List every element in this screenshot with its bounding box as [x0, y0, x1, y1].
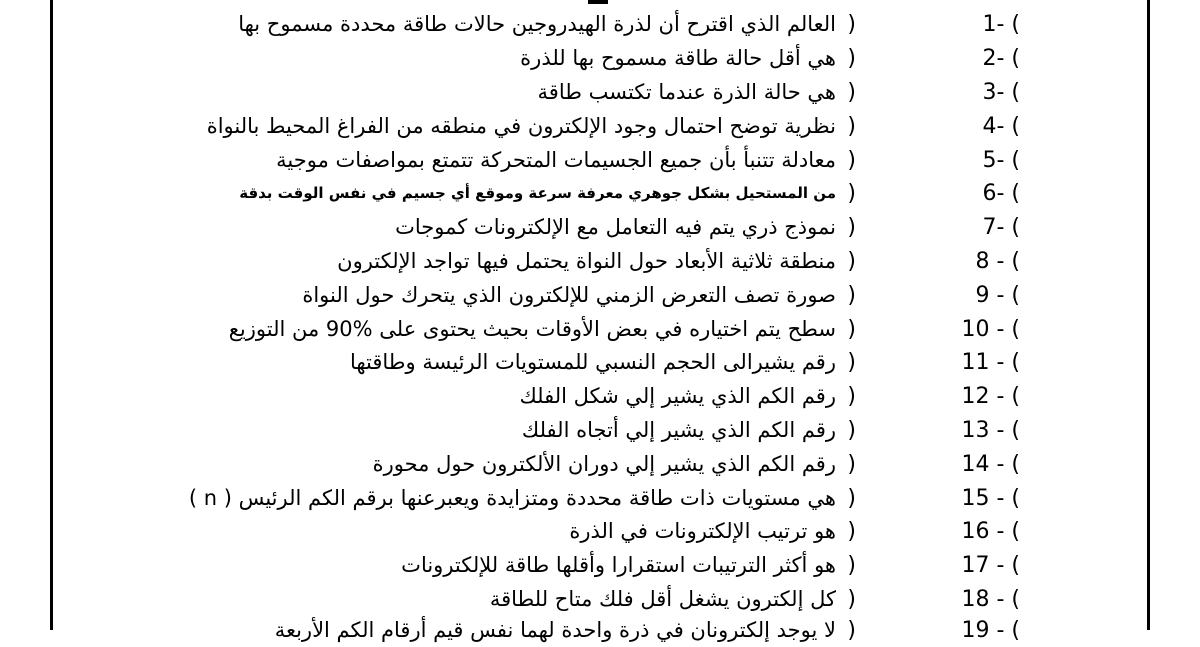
question-number: 3- (: [982, 80, 1020, 105]
question-text: رقم الكم الذي يشير إلي دوران الألكترون حول محورة: [372, 452, 836, 476]
question-row: [60, 346, 1140, 379]
question-text: رقم الكم الذي يشير إلي أتجاه الفلك: [521, 418, 836, 442]
question-row: [60, 8, 1140, 41]
question-text: نظرية توضح احتمال وجود الإلكترون في منطقه من الفراغ المحيط بالنواة: [206, 114, 836, 138]
question-text: منطقة ثلاثية الأبعاد حول النواة يحتمل فيها تواجد الإلكترون: [337, 249, 836, 273]
top-mark: [588, 0, 608, 4]
question-row: [60, 42, 1140, 75]
question-text: هي أقل حالة طاقة مسموح بها للذرة: [520, 46, 836, 70]
question-row: [60, 380, 1140, 413]
question-number: 7- (: [982, 215, 1020, 240]
question-number: 2- (: [982, 46, 1020, 71]
question-number: 18 - (: [961, 587, 1020, 612]
page-border-right: [1147, 0, 1150, 630]
answer-blank: ): [847, 181, 856, 206]
answer-blank: ): [847, 215, 856, 240]
question-text: كل إلكترون يشغل أقل فلك متاح للطاقة: [489, 587, 836, 611]
answer-blank: ): [847, 283, 856, 308]
answer-blank: ): [847, 114, 856, 139]
question-number: 5- (: [982, 148, 1020, 173]
question-row: [60, 583, 1140, 616]
question-number: 6- (: [982, 181, 1020, 206]
question-row: [60, 482, 1140, 515]
question-number: 17 - (: [961, 553, 1020, 578]
answer-blank: ): [847, 317, 856, 342]
answer-blank: ): [847, 587, 856, 612]
question-row: [60, 448, 1140, 481]
answer-blank: ): [847, 486, 856, 511]
question-text: هي مستويات ذات طاقة محددة ومتزايدة ويعبرعنها برقم الكم الرئيس ( n ): [188, 486, 836, 510]
question-row: [60, 76, 1140, 109]
answer-blank: ): [847, 46, 856, 71]
question-number: 12 - (: [961, 384, 1020, 409]
answer-blank: ): [847, 148, 856, 173]
question-number: 14 - (: [961, 452, 1020, 477]
question-text: رقم يشيرالى الحجم النسبي للمستويات الرئيسة وطاقتها: [349, 350, 836, 374]
question-text: لا يوجد إلكترونان في ذرة واحدة لهما نفس قيم أرقام الكم الأربعة: [274, 618, 836, 642]
question-number: 8 - (: [975, 249, 1020, 274]
question-row: [60, 110, 1140, 143]
question-text: من المستحيل بشكل جوهري معرفة سرعة وموقع أي جسيم في نفس الوقت بدقة: [239, 184, 836, 202]
answer-blank: ): [847, 452, 856, 477]
question-row: [60, 414, 1140, 447]
question-row: [60, 144, 1140, 177]
question-text: سطح يتم اختياره في بعض الأوقات بحيث يحتوى على %90 من التوزيع: [228, 317, 836, 341]
question-text: العالم الذي اقترح أن لذرة الهيدروجين حالات طاقة محددة مسموح بها: [238, 12, 836, 36]
answer-blank: ): [847, 249, 856, 274]
answer-blank: ): [847, 618, 856, 643]
question-row: [60, 211, 1140, 244]
question-text: رقم الكم الذي يشير إلي شكل الفلك: [519, 384, 836, 408]
question-row: [60, 515, 1140, 548]
page-border-left: [50, 0, 53, 630]
question-number: 11 - (: [961, 350, 1020, 375]
answer-blank: ): [847, 384, 856, 409]
answer-blank: ): [847, 350, 856, 375]
question-number: 9 - (: [975, 283, 1020, 308]
question-row: [60, 245, 1140, 278]
question-number: 4- (: [982, 114, 1020, 139]
question-text: معادلة تتنبأ بأن جميع الجسيمات المتحركة تتمتع بمواصفات موجية: [276, 148, 836, 172]
question-text: هو أكثر الترتيبات استقرارا وأقلها طاقة للإلكترونات: [401, 553, 836, 577]
question-number: 10 - (: [961, 317, 1020, 342]
question-number: 16 - (: [961, 519, 1020, 544]
question-number: 1- (: [982, 12, 1020, 37]
question-text: هي حالة الذرة عندما تكتسب طاقة: [537, 80, 836, 104]
question-number: 13 - (: [961, 418, 1020, 443]
question-row: [60, 549, 1140, 582]
question-row: [60, 313, 1140, 346]
answer-blank: ): [847, 80, 856, 105]
question-number: 15 - (: [961, 486, 1020, 511]
answer-blank: ): [847, 553, 856, 578]
answer-blank: ): [847, 519, 856, 544]
question-text: نموذج ذري يتم فيه التعامل مع الإلكترونات كموجات: [395, 215, 836, 239]
question-number: 19 - (: [961, 618, 1020, 643]
question-row: [60, 614, 1140, 647]
answer-blank: ): [847, 12, 856, 37]
question-text: هو ترتيب الإلكترونات في الذرة: [569, 519, 836, 543]
question-row: [60, 177, 1140, 210]
question-row: [60, 279, 1140, 312]
answer-blank: ): [847, 418, 856, 443]
question-text: صورة تصف التعرض الزمني للإلكترون الذي يتحرك حول النواة: [302, 283, 836, 307]
